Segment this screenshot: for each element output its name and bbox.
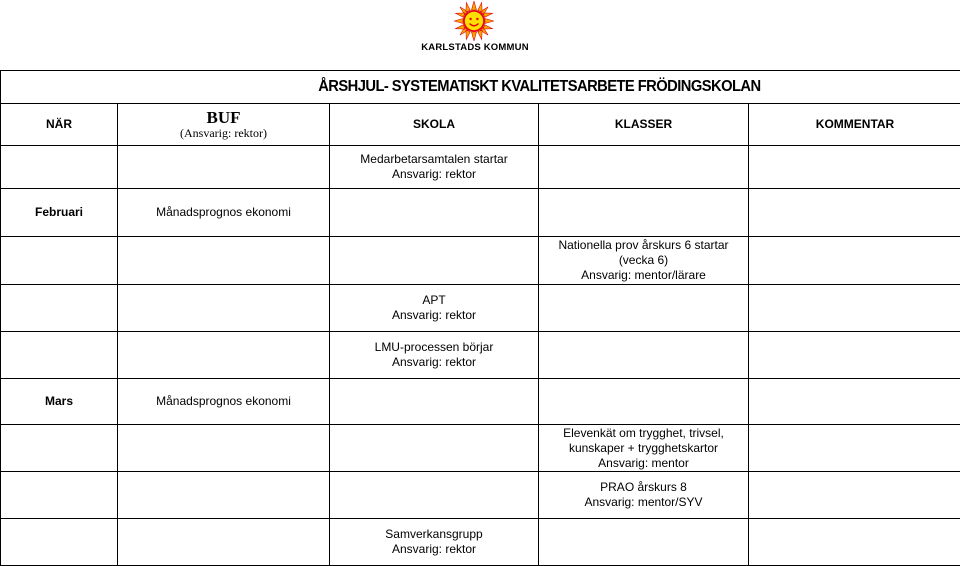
skola-cell bbox=[330, 519, 539, 566]
responsible-text: Ansvarig: mentor/lärare bbox=[581, 268, 706, 282]
skola-cell bbox=[330, 285, 539, 332]
buf-header-label: BUF bbox=[206, 108, 241, 127]
org-name: KARLSTADS KOMMUN bbox=[421, 42, 529, 53]
header-row bbox=[1, 104, 960, 146]
table-row bbox=[1, 425, 960, 472]
title-cell bbox=[118, 71, 960, 104]
buf-cell: Månadsprognos ekonomi bbox=[118, 189, 330, 237]
activity-text: Nationella prov årskurs 6 startar bbox=[558, 238, 729, 252]
klasser-cell bbox=[539, 237, 749, 285]
title-spacer bbox=[1, 71, 118, 104]
responsible-text: Ansvarig: rektor bbox=[391, 167, 477, 181]
col-header-nar: NÄR bbox=[1, 104, 118, 146]
col-header-buf bbox=[118, 104, 330, 146]
title-row bbox=[1, 71, 960, 104]
responsible-text: Ansvarig: rektor bbox=[391, 355, 477, 369]
buf-header-sub: (Ansvarig: rektor) bbox=[180, 126, 267, 140]
activity-week-text: (vecka 6) bbox=[618, 253, 669, 267]
responsible-text: Ansvarig: mentor/SYV bbox=[584, 495, 703, 509]
activity-text: Medarbetarsamtalen startar bbox=[360, 152, 508, 166]
table-row bbox=[1, 146, 960, 189]
table-row bbox=[1, 332, 960, 379]
month-label: Mars bbox=[1, 379, 118, 425]
col-header-klasser: KLASSER bbox=[539, 104, 749, 146]
table-row bbox=[1, 472, 960, 519]
table-row bbox=[1, 519, 960, 566]
buf-cell: Månadsprognos ekonomi bbox=[118, 379, 330, 425]
activity-text-cont: kunskaper + trygghetskartor bbox=[568, 440, 719, 455]
responsible-text: Ansvarig: rektor bbox=[391, 308, 477, 322]
col-header-kommentar: KOMMENTAR bbox=[749, 104, 960, 146]
activity-text: LMU-processen börjar bbox=[374, 340, 494, 354]
skola-cell bbox=[330, 146, 539, 189]
col-header-skola: SKOLA bbox=[330, 104, 539, 146]
skola-cell bbox=[330, 332, 539, 379]
klasser-cell bbox=[539, 472, 749, 519]
responsible-text: Ansvarig: mentor bbox=[598, 455, 689, 470]
activity-text: PRAO årskurs 8 bbox=[600, 480, 687, 494]
table-row bbox=[1, 189, 960, 237]
table-row bbox=[1, 285, 960, 332]
activity-text: APT bbox=[422, 293, 446, 307]
responsible-text: Ansvarig: rektor bbox=[391, 542, 477, 556]
activity-text: Elevenkät om trygghet, trivsel, bbox=[563, 425, 724, 440]
klasser-cell bbox=[539, 425, 749, 472]
activity-text: Samverkansgrupp bbox=[385, 527, 483, 541]
sun-logo-icon bbox=[454, 1, 494, 41]
arshjul-table bbox=[0, 70, 960, 566]
page-title: ÅRSHJUL- SYSTEMATISKT KVALITETSARBETE FRÖDINGSKOLAN bbox=[318, 78, 761, 95]
table-row bbox=[1, 237, 960, 285]
table-row bbox=[1, 379, 960, 425]
karlstads-kommun-logo bbox=[410, 0, 540, 60]
month-label: Februari bbox=[1, 189, 118, 237]
